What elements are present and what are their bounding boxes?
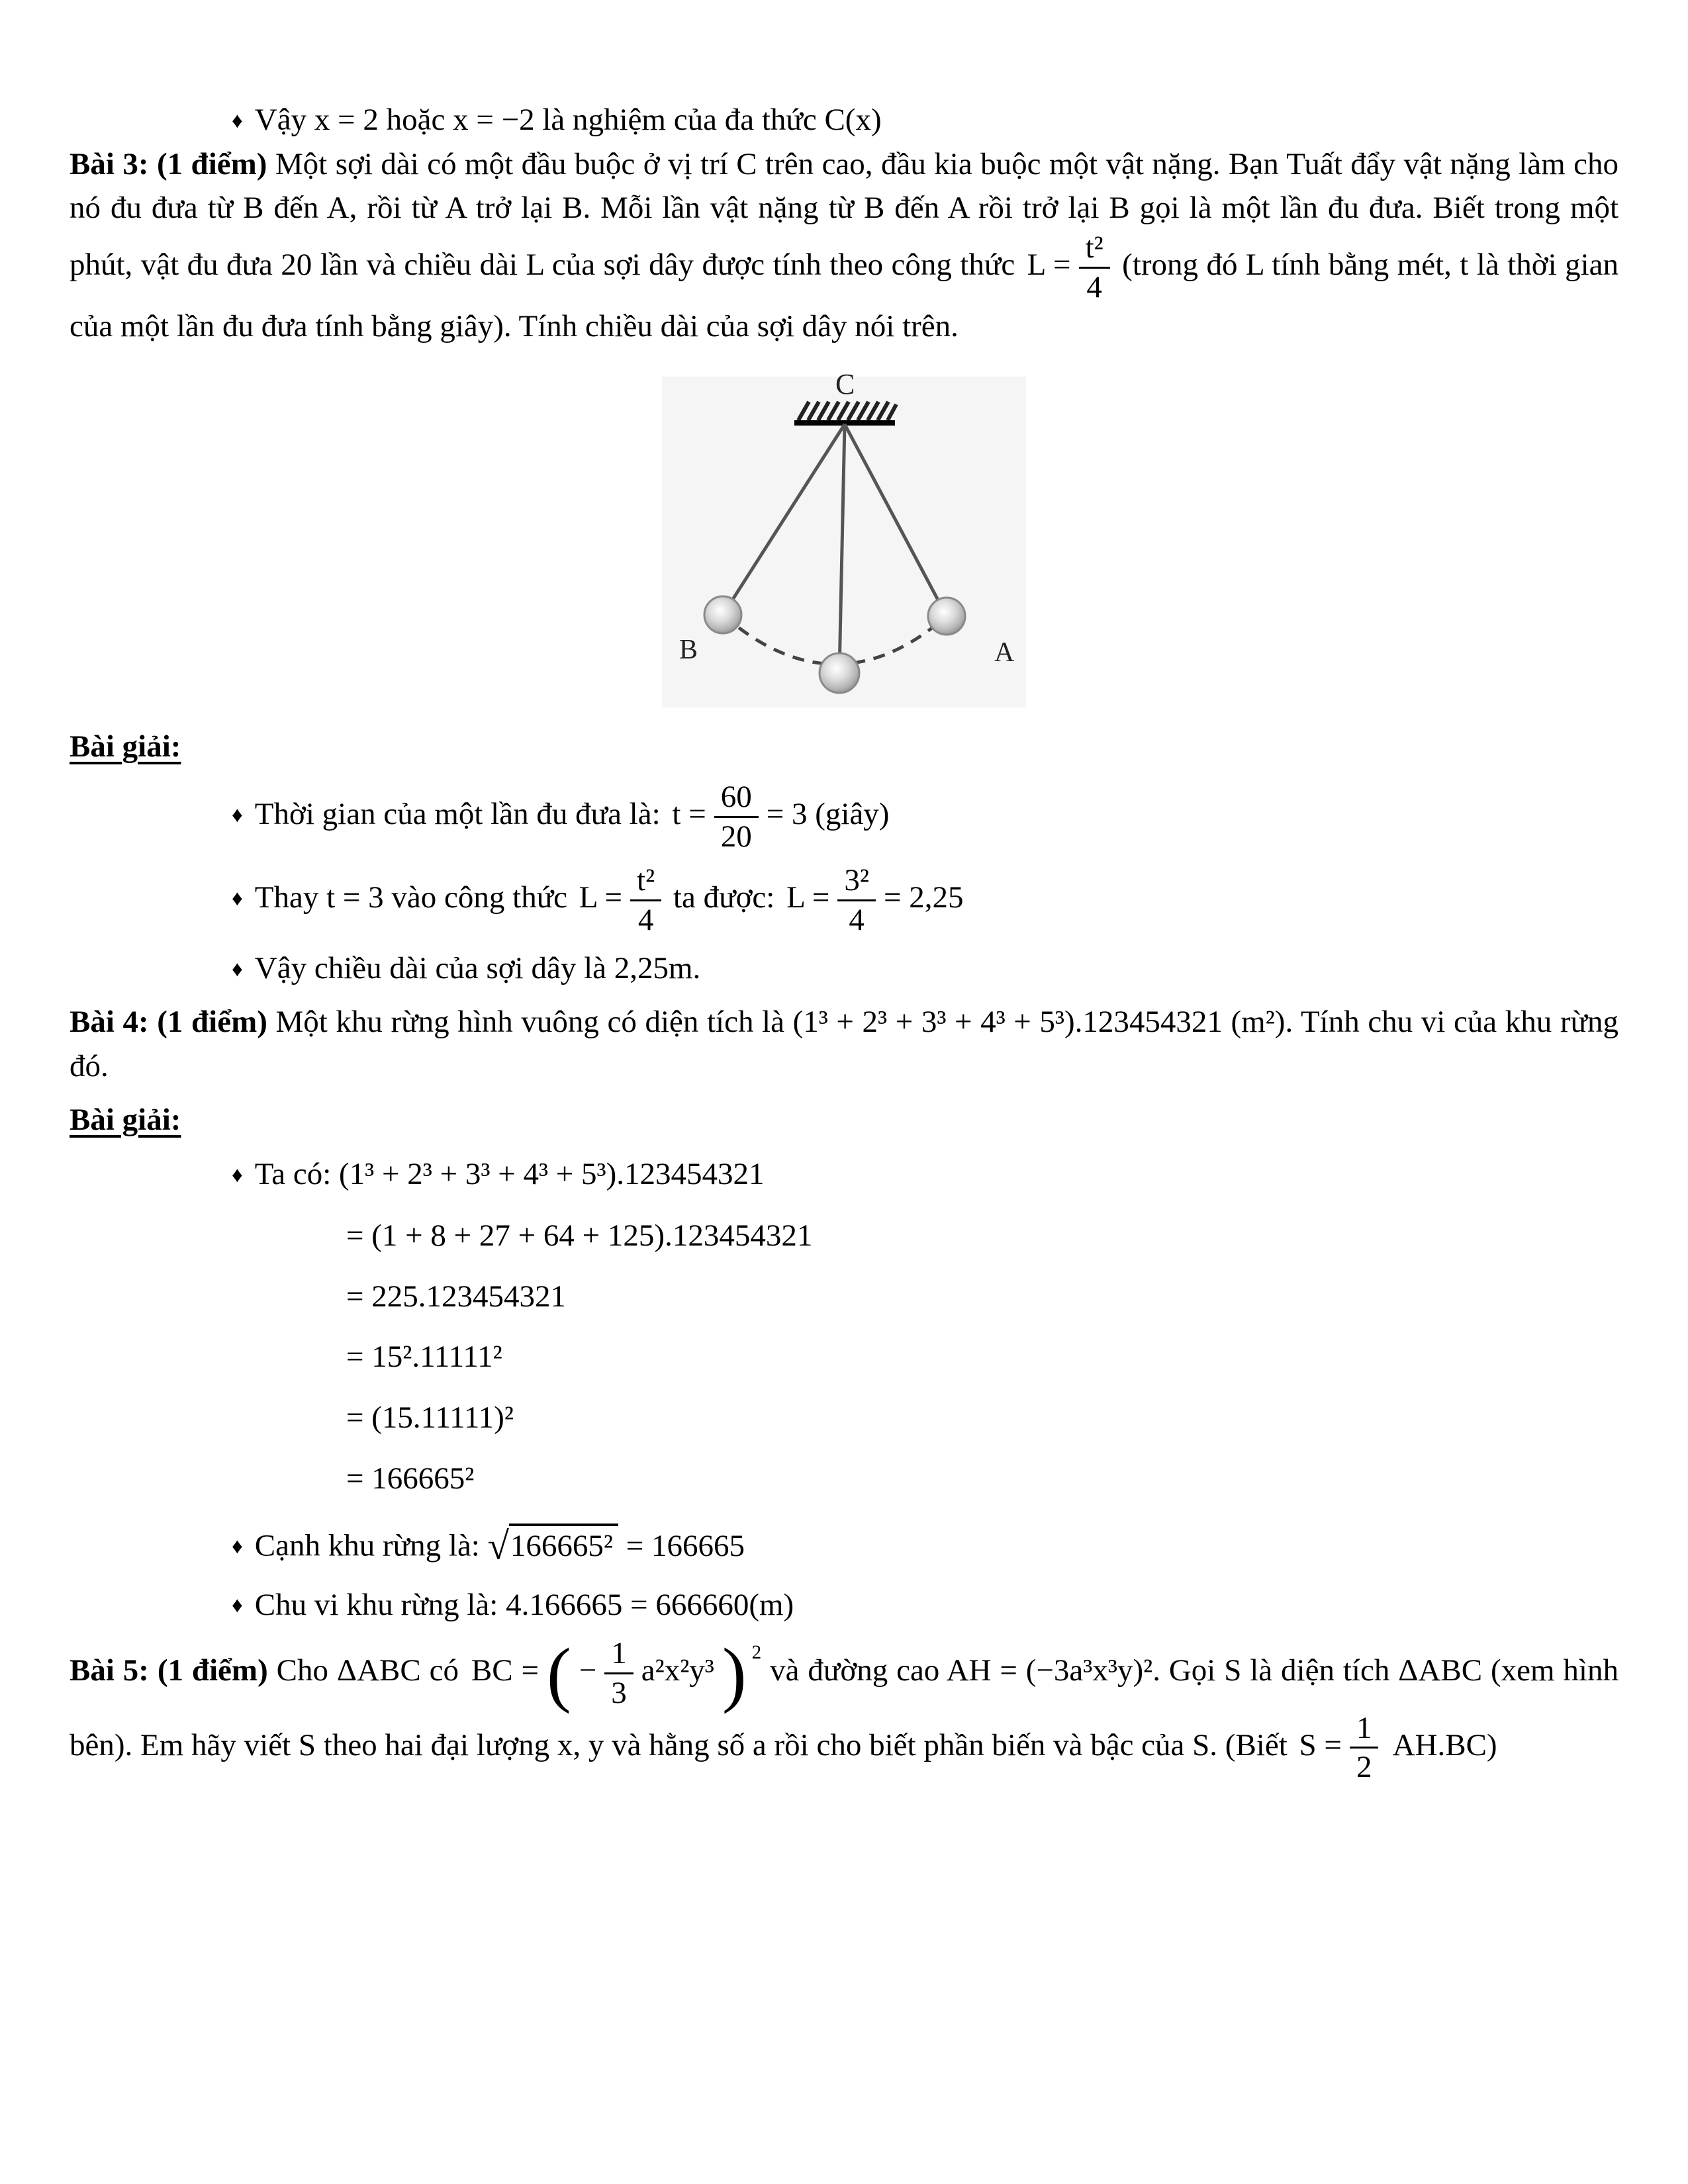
p4-eq-line-5: = 166665²: [346, 1461, 475, 1496]
pendulum-figure: [662, 363, 1026, 707]
problem-3-label: Bài 3: (1 điểm): [70, 146, 267, 181]
p3-solution-step-3: [70, 946, 1618, 991]
formula-lhs: L =: [786, 880, 830, 915]
p3-solution-step-2: [70, 863, 1618, 937]
fraction-numerator: t²: [630, 863, 661, 901]
solution-heading-problem-4: Bài giải:: [70, 1102, 181, 1137]
p4-solution-step-2: [70, 1518, 1618, 1573]
fraction-numerator: 1: [604, 1636, 633, 1674]
problem-5-text-3: . Gọi S là diện tích ΔABC (xem hình bên). Em hãy viết S theo hai đại lượng x, y và hằng số a rồi cho biết phần biến và bậc của S. (Biết: [70, 1653, 1618, 1762]
step-text: Ta có:: [254, 1157, 340, 1192]
pendulum-figure-wrap: [70, 363, 1618, 715]
fraction-denominator: 4: [849, 902, 865, 937]
problem-3-text-before: Một sợi dài có một đầu buộc ở vị trí C trên cao, đầu kia buộc một vật nặng. Bạn Tuất đẩy vật nặng làm cho nó đu đưa từ B đến A, rồi từ A trở lại B. Mỗi lần vật nặng từ B đến A rồi trở lại B gọi là một lần đu đưa. Biết trong một phút, vật đu đưa 20 lần và chiều dài L của sợi dây được tính theo công thức: [70, 146, 1619, 283]
fraction-1-2: [1350, 1711, 1379, 1785]
square-root-expression: [487, 1524, 745, 1568]
formula-rhs: = 166665: [618, 1528, 745, 1563]
p4-solution-step-3: [70, 1583, 1618, 1627]
bullet-icon: ♦: [232, 958, 243, 982]
formula-rhs: = 2,25: [883, 880, 964, 915]
formula-rhs: = 3 (giây): [766, 796, 890, 831]
p4-eq-line-1: = (1 + 8 + 27 + 64 + 125).123454321: [346, 1218, 813, 1253]
step-text-mid: ta được:: [665, 880, 783, 915]
formula-lhs: t =: [672, 796, 706, 831]
p4-eq-line-3: = 15².11111²: [346, 1340, 502, 1375]
fraction-1-3: [604, 1636, 633, 1710]
problem-3-statement: [70, 142, 1618, 349]
bullet-icon: ♦: [232, 1535, 243, 1559]
problem-4-statement: [70, 1000, 1618, 1088]
fraction-denominator: 4: [1086, 269, 1102, 304]
problem-5-statement: [70, 1633, 1618, 1785]
formula-L-32-4: [782, 863, 967, 937]
problem-5-label: Bài 5: (1 điểm): [70, 1653, 268, 1688]
exponent: 2: [751, 1641, 762, 1663]
formula-t-equals-3: [668, 779, 893, 854]
bullet-icon: ♦: [232, 1594, 243, 1618]
fraction-denominator: 3: [611, 1676, 627, 1711]
fraction-32-4: [837, 863, 876, 937]
fraction-denominator: 2: [1356, 1750, 1372, 1785]
minus-sign: −: [579, 1653, 597, 1688]
problem-4-text: Một khu rừng hình vuông có diện tích là (1³ + 2³ + 3³ + 4³ + 5³).123454321 (m²). Tính chu vi của khu rừng đó.: [70, 1005, 1618, 1083]
conclusion-line: [70, 98, 1618, 142]
ball-left: [704, 596, 741, 633]
formula-lhs: BC =: [471, 1653, 539, 1688]
ball-bottom: [820, 653, 859, 693]
radicand: 166665²: [509, 1524, 618, 1563]
problem-3-text-after: (trong đó L tính bằng mét, t là thời gian của một lần đu đưa tính bằng giây). Tính chiều dài của sợi dây nói trên.: [70, 248, 1618, 344]
step-text: Chu vi khu rừng là:: [254, 1587, 506, 1622]
formula-L-t2-4: [575, 863, 665, 937]
bullet-icon: ♦: [232, 109, 243, 133]
fraction-numerator: 3²: [837, 863, 876, 901]
formula-lhs: L =: [1027, 248, 1071, 283]
fraction-t2-4: [630, 863, 661, 937]
conclusion-text: Vậy x = 2 hoặc x = −2 là nghiệm của đa thức C(x): [254, 103, 882, 137]
figure-label-c: C: [835, 368, 855, 401]
formula-L-equals-t2-over-4: [1023, 230, 1114, 304]
p4-eq-line-2: = 225.123454321: [346, 1279, 567, 1314]
formula-lhs: S =: [1299, 1727, 1342, 1762]
right-paren: ): [722, 1633, 747, 1714]
fraction-numerator: 1: [1350, 1711, 1379, 1749]
step-text: Cạnh khu rừng là:: [254, 1528, 488, 1563]
step-text: Vậy chiều dài của sợi dây là 2,25m.: [254, 951, 701, 986]
formula-S: [1295, 1710, 1501, 1785]
sum-of-cubes-expression: (1³ + 2³ + 3³ + 4³ + 5³).123454321: [339, 1157, 765, 1192]
fraction-denominator: 20: [720, 819, 752, 854]
radical-symbol: √: [487, 1524, 509, 1568]
fraction-numerator: 60: [714, 780, 759, 818]
formula-BC: [467, 1633, 762, 1714]
formula-AH: AH = (−3a³x³y)²: [946, 1653, 1153, 1688]
monomial: a²x²y³: [641, 1653, 714, 1688]
perimeter-expression: 4.166665 = 666660(m): [506, 1587, 794, 1622]
step-text: Thời gian của một lần đu đưa là:: [254, 796, 669, 831]
figure-label-b: B: [679, 635, 698, 666]
bullet-icon: ♦: [232, 803, 243, 827]
left-paren: (: [546, 1633, 571, 1714]
bullet-icon: ♦: [232, 886, 243, 911]
figure-label-a: A: [994, 637, 1015, 668]
ball-right: [928, 598, 965, 635]
fraction-numerator: t²: [1079, 230, 1110, 269]
fraction-t2-4: [1079, 230, 1110, 304]
p4-solution-step-1: [70, 1152, 1618, 1197]
formula-lhs: L =: [579, 880, 623, 915]
problem-4-label: Bài 4: (1 điểm): [70, 1005, 267, 1040]
bullet-icon: ♦: [232, 1163, 243, 1188]
fraction-denominator: 4: [637, 902, 654, 937]
problem-5-text-1: Cho ΔABC có: [267, 1653, 467, 1688]
p3-solution-step-1: [70, 780, 1618, 854]
solution-heading-problem-3: Bài giải:: [70, 729, 181, 764]
fraction-60-20: [714, 780, 759, 854]
step-text: Thay t = 3 vào công thức: [254, 880, 575, 915]
p4-eq-line-4: = (15.11111)²: [346, 1400, 514, 1435]
problem-5-text-2: và đường cao: [761, 1653, 947, 1688]
formula-tail: AH.BC): [1386, 1727, 1497, 1762]
